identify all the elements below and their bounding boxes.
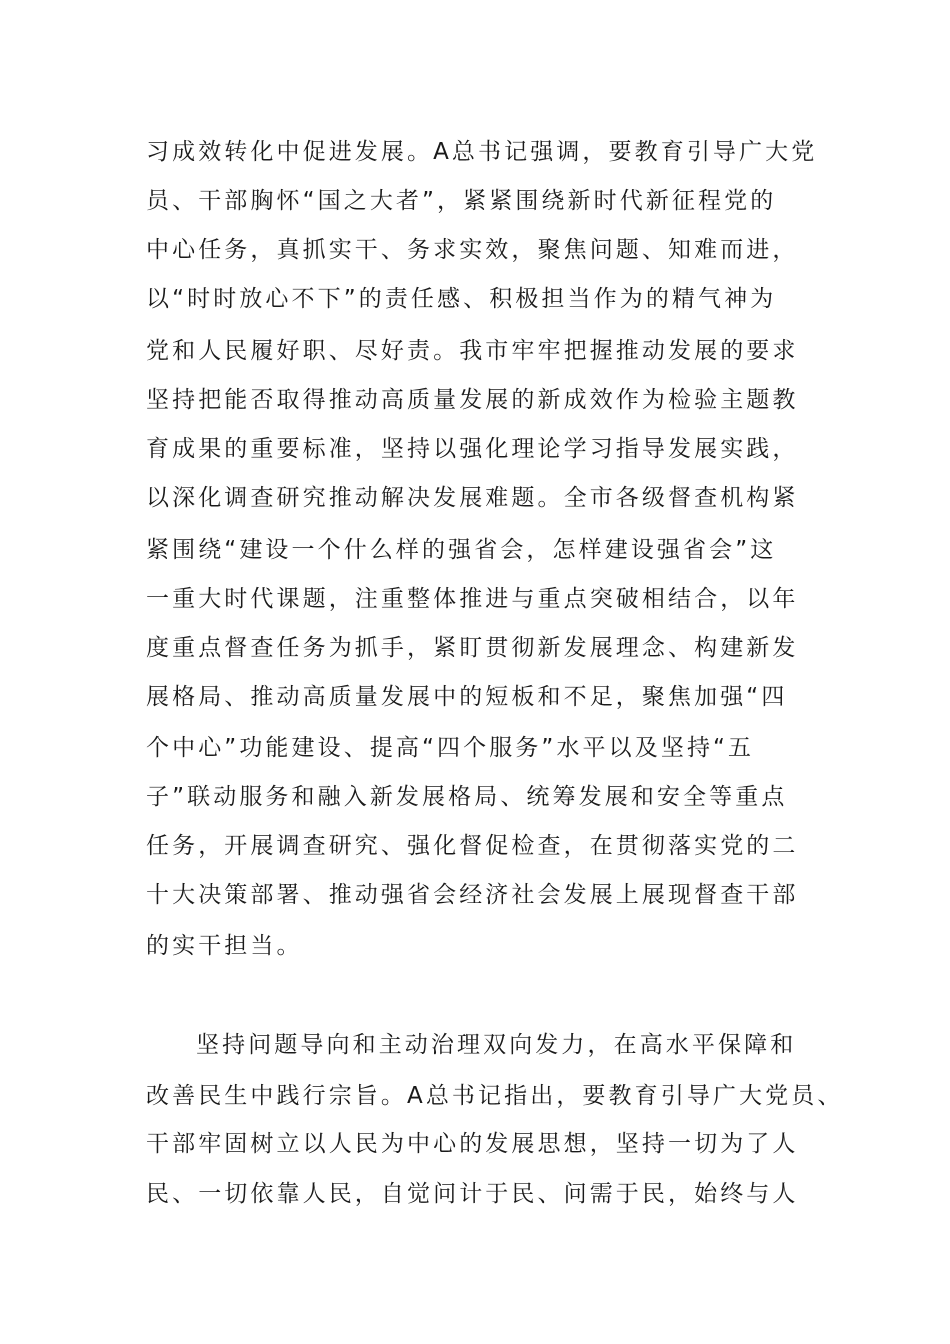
paragraph-1-line-4: 以“时时放心不下”的责任感、积极担当作为的精气神为: [146, 286, 777, 312]
paragraph-1-line-6: 坚持把能否取得推动高质量发展的新成效作为检验主题教: [146, 387, 799, 413]
paragraph-1-line-7: 育成果的重要标准，坚持以强化理论学习指导发展实践，: [146, 436, 799, 462]
paragraph-2-line-3: 干部牢固树立以人民为中心的发展思想，坚持一切为了人: [146, 1131, 799, 1157]
paragraph-1-line-13: 个中心”功能建设、提高“四个服务”水平以及坚持“五: [146, 735, 755, 761]
paragraph-1-line-3: 中心任务，真抓实干、务求实效，聚焦问题、知难而进，: [146, 237, 799, 263]
paragraph-1-line-14: 子”联动服务和融入新发展格局、统筹发展和安全等重点: [146, 784, 788, 810]
paragraph-2-line-1: 坚持问题导向和主动治理双向发力，在高水平保障和: [196, 1032, 797, 1058]
paragraph-1-line-8: 以深化调查研究推动解决发展难题。全市各级督查机构紧: [146, 485, 799, 511]
paragraph-1-line-9: 紧围绕“建设一个什么样的强省会，怎样建设强省会”这: [146, 537, 777, 563]
paragraph-1-line-16: 十大决策部署、推动强省会经济社会发展上展现督查干部: [146, 882, 799, 908]
paragraph-1-line-11: 度重点督查任务为抓手，紧盯贯彻新发展理念、构建新发: [146, 635, 799, 661]
paragraph-1-line-12: 展格局、推动高质量发展中的短板和不足，聚焦加强“四: [146, 684, 788, 710]
paragraph-1-line-1: 习成效转化中促进发展。A总书记强调，要教育引导广大党: [146, 139, 818, 165]
paragraph-2-line-2: 改善民生中践行宗旨。A总书记指出，要教育引导广大党员、: [146, 1083, 844, 1109]
paragraph-1-line-5: 党和人民履好职、尽好责。我市牢牢把握推动发展的要求: [146, 338, 799, 364]
paragraph-1-line-17: 的实干担当。: [146, 933, 303, 959]
paragraph-1-line-2: 员、干部胸怀“国之大者”，紧紧围绕新时代新征程党的: [146, 188, 777, 214]
paragraph-1-line-15: 任务，开展调查研究、强化督促检查，在贯彻落实党的二: [146, 833, 799, 859]
paragraph-1-line-10: 一重大时代课题，注重整体推进与重点突破相结合，以年: [146, 586, 799, 612]
paragraph-2-line-4: 民、一切依靠人民，自觉问计于民、问需于民，始终与人: [146, 1181, 799, 1207]
